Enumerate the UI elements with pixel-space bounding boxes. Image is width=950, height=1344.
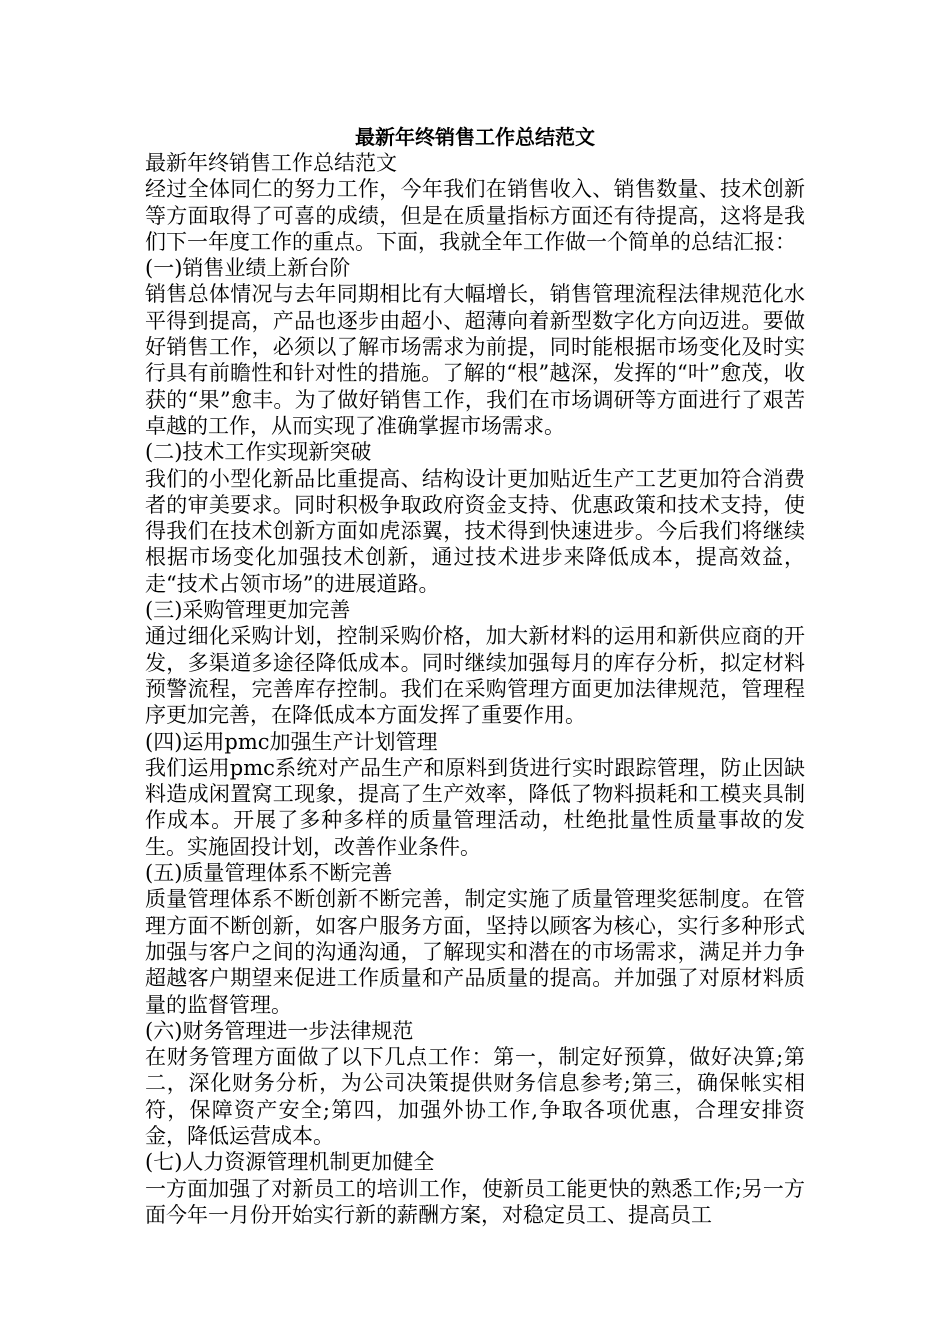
section-heading-finance: (六)财务管理进一步法律规范 [145,1018,414,1043]
section-heading-pmc: (四)运用pmc加强生产计划管理 [145,729,438,754]
section-heading-quality: (五)质量管理体系不断完善 [145,861,393,886]
intro-paragraph: 经过全体同仁的努力工作，今年我们在销售收入、销售数量、技术创新等方面取得了可喜的成绩，但是在质量指标方面还有待提高，这将是我们下一年度工作的重点。下面，我就全年工作做一个简单的总结汇报： [145,177,805,254]
section-heading-procurement: (三)采购管理更加完善 [145,598,351,623]
section-heading-sales: (一)销售业绩上新台阶 [145,256,351,281]
section-body-sales: 销售总体情况与去年同期相比有大幅增长，销售管理流程法律规范化水平得到提高，产品也逐步由超小、超薄向着新型数字化方向迈进。要做好销售工作，必须以了解市场需求为前提，同时能根据市场变化及时实行具有前瞻性和针对性的措施。了解的“根”越深，发挥的“叶”愈茂，收获的“果”愈丰。为了做好销售工作，我们在市场调研等方面进行了艰苦卓越的工作，从而实现了准确掌握市场需求。 [145,282,805,438]
section-body-procurement: 通过细化采购计划，控制采购价格，加大新材料的运用和新供应商的开发，多渠道多途径降低成本。同时继续加强每月的库存分析，拟定材料预警流程，完善库存控制。我们在采购管理方面更加法律规范，管理程序更加完善，在降低成本方面发挥了重要作用。 [145,624,805,728]
document-body [145,150,805,1228]
section-body-quality: 质量管理体系不断创新不断完善，制定实施了质量管理奖惩制度。在管理方面不断创新，如客户服务方面，坚持以顾客为核心，实行多种形式加强与客户之间的沟通沟通，了解现实和潜在的市场需求，满足并力争超越客户期望来促进工作质量和产品质量的提高。并加强了对原材料质量的监督管理。 [145,887,805,1017]
section-body-technology: 我们的小型化新品比重提高、结构设计更加贴近生产工艺更加符合消费者的审美要求。同时积极争取政府资金支持、优惠政策和技术支持，使得我们在技术创新方面如虎添翼，技术得到快速进步。今后我们将继续根据市场变化加强技术创新，通过技术进步来降低成本，提高效益，走“技术占领市场”的进展道路。 [145,466,805,596]
section-heading-technology: (二)技术工作实现新突破 [145,440,372,465]
section-body-pmc: 我们运用pmc系统对产品生产和原料到货进行实时跟踪管理，防止因缺料造成闲置窝工现象，提高了生产效率，降低了物料损耗和工模夹具制作成本。开展了多种多样的质量管理活动，杜绝批量性质量事故的发生。实施固投计划，改善作业条件。 [145,755,805,859]
section-heading-hr: (七)人力资源管理机制更加健全 [145,1150,435,1175]
section-body-finance: 在财务管理方面做了以下几点工作：第一，制定好预算，做好决算;第二，深化财务分析，为公司决策提供财务信息参考;第三，确保帐实相符，保障资产安全;第四，加强外协工作,争取各项优惠，合理安排资金，降低运营成本。 [145,1045,805,1148]
document-title: 最新年终销售工作总结范文 [355,125,595,149]
section-body-hr: 一方面加强了对新员工的培训工作，使新员工能更快的熟悉工作;另一方面今年一月份开始实行新的薪酬方案，对稳定员工、提高员工 [145,1176,805,1227]
document-subtitle: 最新年终销售工作总结范文 [145,151,397,175]
